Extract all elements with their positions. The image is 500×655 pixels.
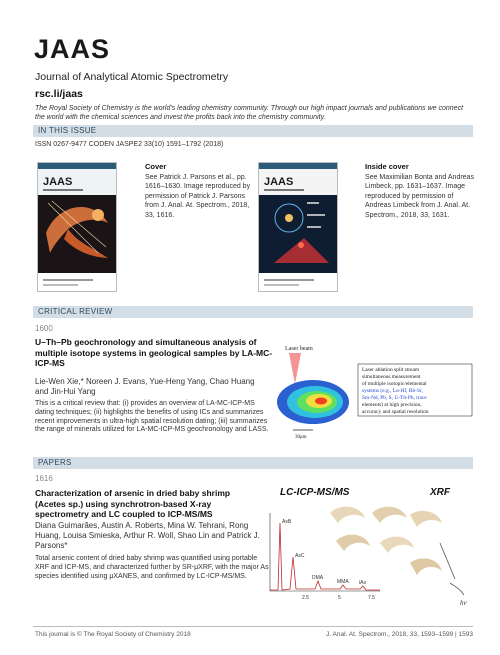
journal-url[interactable]: rsc.li/jaas <box>35 88 83 100</box>
paper-page-number: 1616 <box>35 474 53 483</box>
box-line-2: simultaneous measurement <box>362 374 421 380</box>
footer-rule <box>33 626 473 627</box>
section-band-papers: PAPERS <box>33 457 473 469</box>
footer-copyright: This journal is © The Royal Society of Chemistry 2018 <box>35 631 191 638</box>
journal-subtitle: Journal of Analytical Atomic Spectrometry <box>35 71 229 83</box>
critical-review-page-number: 1600 <box>35 324 53 333</box>
inside-cover-text: See Maximilian Bonta and Andreas Limbeck, pp. 1631–1637. Image reproduced by permission of Andreas Limbeck from J. Anal. At. Spectrom., 2018, 33, 1631. <box>365 173 474 219</box>
shrimp-photos <box>330 507 442 575</box>
paper-title[interactable]: Characterization of arsenic in dried baby shrimp (Acetes sp.) using synchrotron-based X-ray spectrometry and LC coupled to ICP-MS/MS <box>35 488 231 519</box>
xrf-label: XRF <box>430 487 450 498</box>
paper-authors: Diana Guimarães, Austin A. Roberts, Mina W. Tehrani, Rong Huang, Louisa Smieska, Arthur R. Woll, Shao Lin and Patrick J. Parsons* <box>35 521 260 550</box>
footer-citation: J. Anal. At. Spectrom., 2018, 33, 1593–1599 | 1593 <box>326 631 473 638</box>
inside-cover-caption <box>365 162 475 220</box>
section-band-in-this-issue: IN THIS ISSUE <box>33 125 473 137</box>
box-line-7: accuracy and spatial resolution <box>362 409 429 415</box>
laser-beam-label: Laser beam <box>285 346 313 352</box>
hv-label: hv <box>460 599 467 607</box>
paper-abstract: Total arsenic content of dried baby shrimp was quantified using portable XRF and ICP-MS, and characterized further by SR-μXRF, with the major As species identified using μXANES, and confirmed by LC-ICP-MS/MS. <box>35 555 269 580</box>
lc-icp-label: LC-ICP-MS/MS <box>280 487 350 498</box>
peak-ias-label: iAs <box>359 580 366 586</box>
cover2-logo: JAAS <box>264 176 294 188</box>
cover-caption <box>145 162 255 220</box>
journal-title: JAAS <box>34 34 111 64</box>
rsc-description: The Royal Society of Chemistry is the world's leading chemistry community. Through our high impact journals and publications we connect the world with the chemical sciences and invest the profits back into the chemistry community. <box>35 105 464 121</box>
peak-mma-label: MMA <box>337 579 349 585</box>
tick-5: 5 <box>338 595 341 601</box>
scale-label: 30μm <box>295 435 307 440</box>
tick-7-5: 7.5 <box>368 595 375 601</box>
xray-arrow <box>440 543 455 579</box>
inside-cover-heading: Inside cover <box>365 162 409 171</box>
cover-heading: Cover <box>145 162 167 171</box>
critical-review-graphic <box>275 340 475 452</box>
peak-dma-label: DMA <box>312 575 324 581</box>
critical-review-title[interactable]: U–Th–Pb geochronology and simultaneous analysis of multiple isotope systems in geological samples by LA-MC-ICP-MS <box>35 337 273 368</box>
tick-2-5: 2.5 <box>302 595 309 601</box>
critical-review-authors: Lie-Wen Xie,* Noreen J. Evans, Yue-Heng Yang, Chao Huang and Jin-Hui Yang <box>35 377 255 396</box>
box-line-4: systems (e.g., Lu-Hf, Rb-Sr, <box>362 388 423 394</box>
box-line-6: elements) at high precision, <box>362 402 422 408</box>
box-line-5: Sm-Nd, Pb, S, U-Th-Pb, trace <box>362 395 427 401</box>
box-line-1: Laser ablation split stream <box>362 367 420 373</box>
box-line-3: of multiple isotopic/elemental <box>362 381 427 387</box>
critical-review-abstract: This is a critical review that: (i) provides an overview of LA-MC-ICP-MS dating techniques; (ii) highlights the benefits of using ICs and summarizes recent improvements in ultra-high spatial resolution dating; (iii) summarizes the range of minerals utilized for LA-MC-ICP-MS geochronology and LASS. <box>35 400 269 434</box>
cover-text: See Patrick J. Parsons et al., pp. 1616–1630. Image reproduced by permission of Patrick J. Parsons from J. Anal. At. Spectrom., 2018, 33, 1616. <box>145 173 251 219</box>
laser-beam-cone <box>289 353 301 384</box>
paper-graphic <box>260 483 475 618</box>
fluorescence-wave <box>450 583 464 595</box>
cover1-logo: JAAS <box>43 176 73 188</box>
cover-image-shrimp[interactable] <box>37 162 117 292</box>
inside-cover-image[interactable] <box>258 162 338 292</box>
peak-asc-label: AsC <box>295 553 305 559</box>
section-band-critical-review: CRITICAL REVIEW <box>33 306 473 318</box>
issn-line: ISSN 0267-9477 CODEN JASPE2 33(10) 1591–1792 (2018) <box>35 141 224 148</box>
peak-asb-label: AsB <box>282 519 292 525</box>
